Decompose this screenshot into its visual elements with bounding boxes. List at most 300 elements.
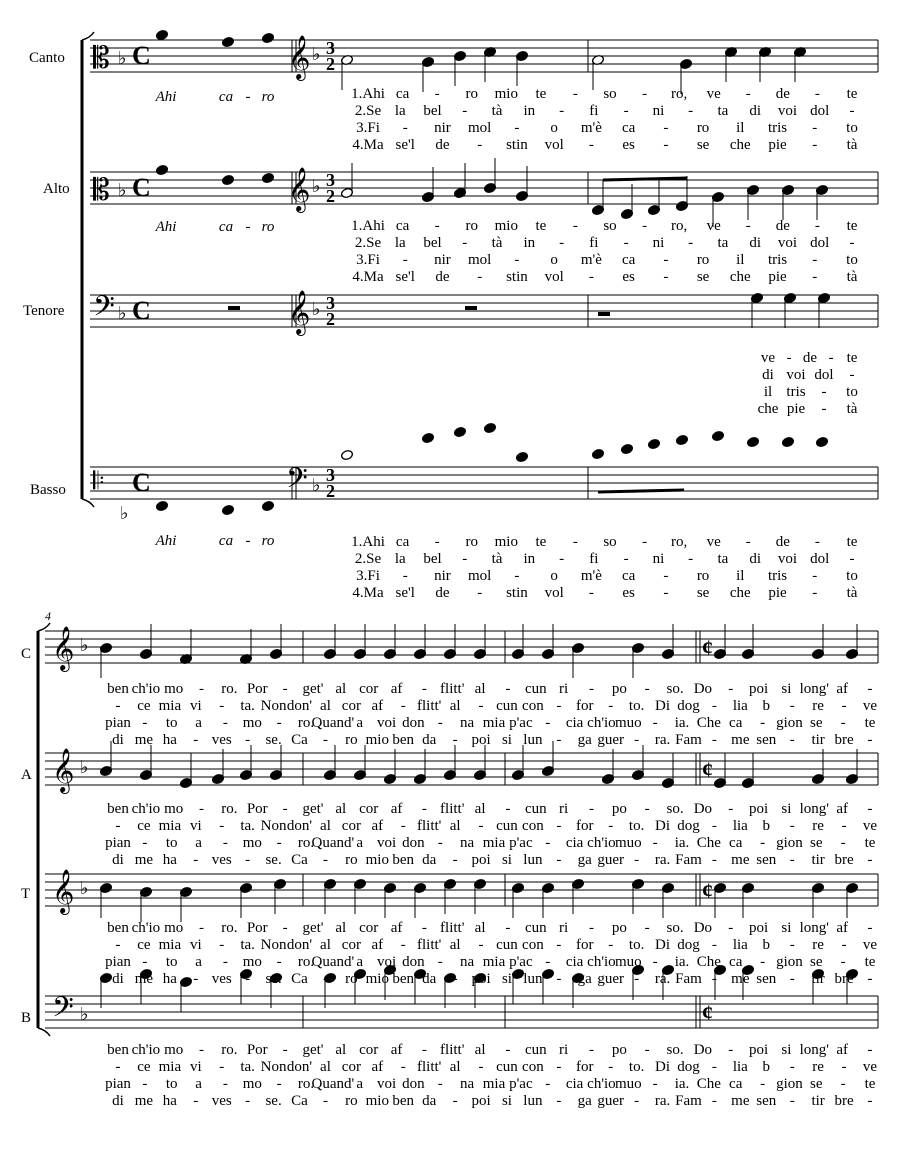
verse-1-lyric: so. [666,1042,684,1058]
verse-2-lyric: ce [137,1059,151,1075]
verse-3-lyric: 3.Fi [356,568,380,584]
verse-2-lyric: ni [652,103,665,119]
verse-2-lyric: in [523,103,536,119]
verse-3-lyric: mo [242,954,262,970]
verse-3-lyric: pian [105,715,131,731]
verse-4-lyric: mio [365,852,389,868]
verse-3-lyric: se [810,835,823,851]
verse-2-lyric: - [478,937,484,953]
verse-3-lyric: ca [621,252,636,268]
verse-4-lyric: pie [768,585,787,601]
verse-1-lyric: - [505,1042,511,1058]
time-signature-numerator: 3 [326,293,335,313]
verse-3-lyric: gion [776,1076,803,1092]
verse-2-lyric: ve [862,937,878,953]
verse-1-lyric: al [474,681,486,697]
verse-4-lyric: sen [756,1093,777,1109]
verse-1-lyric: ro [465,534,478,550]
verse-4-lyric: che [729,585,751,601]
verse-4-lyric: se [696,137,710,153]
verse-1-lyric: ca [395,218,410,234]
verse-2-lyric: - [559,103,565,119]
verse-1-lyric: - [282,801,288,817]
verse-4-lyric: 4.Ma [352,137,384,153]
lyrics [105,86,877,1109]
verse-4-lyric: - [634,852,640,868]
verse-1-lyric: - [644,681,650,697]
verse-3-lyric: pian [105,954,131,970]
note-head [155,164,168,175]
verse-3-lyric: - [652,954,658,970]
verse-2-lyric: dog [677,1059,700,1075]
verse-4-lyric: es [622,269,635,285]
breve-clef-icon: 𝄆 [93,469,105,495]
verse-1-lyric: mio [494,86,518,102]
verse-1-lyric: - [814,218,820,234]
verse-4-lyric: - [634,971,640,987]
verse-2-lyric: ve [862,1059,878,1075]
verse-2-lyric: - [556,818,562,834]
flat-icon: ♭ [118,180,127,200]
tenor-verse-4-lyric: pie [786,401,806,417]
f-clef-icon: 𝄢 [93,290,115,330]
verse-3-lyric: p'ac [509,1076,533,1092]
verse-4-lyric: - [245,1093,251,1109]
verse-1-lyric: Do [693,801,713,817]
verse-3-lyric: - [142,954,148,970]
verse-1-lyric: - [434,218,440,234]
verse-3-lyric: pian [105,835,131,851]
verse-4-lyric: Ca [291,1093,308,1109]
verse-3-lyric: a [195,1076,202,1092]
system-bracket [82,499,94,507]
verse-4-lyric: ga [577,1093,592,1109]
verse-2-lyric: cor [341,818,361,834]
incipit-lyric: - [245,533,251,549]
verse-4-lyric: lun [523,852,543,868]
verse-4-lyric: - [452,971,458,987]
verse-2-lyric: - [219,1059,225,1075]
verse-1-lyric: af [836,920,848,936]
verse-2-lyric: ta. [240,698,255,714]
verse-1-lyric: ben [107,801,129,817]
note-head [647,438,660,449]
verse-3-lyric: - [276,715,282,731]
verse-3-lyric: ca [729,954,743,970]
verse-1-lyric: - [282,1042,288,1058]
verse-2-lyric: to. [628,1059,645,1075]
verse-4-lyric: Fam [675,1093,702,1109]
verse-4-lyric: - [711,971,717,987]
verse-1-lyric: - [745,86,751,102]
verse-1-lyric: so. [666,801,684,817]
verse-3-lyric: nir [434,568,451,584]
verse-4-lyric: guer [597,852,625,868]
verse-1-lyric: ro [465,86,478,102]
verse-2-lyric: - [556,698,562,714]
verse-3-lyric: o [550,568,558,584]
verse-3-lyric: nir [434,252,451,268]
verse-3-lyric: Che [696,835,721,851]
verse-4-lyric: - [588,269,594,285]
verse-4-lyric: - [245,971,251,987]
verse-1-lyric: cor [359,920,379,936]
verse-2-lyric: in [523,551,536,567]
flat-icon: ♭ [80,1004,89,1024]
verse-4-lyric: tir [811,852,825,868]
verse-2-lyric: cun [496,818,518,834]
verse-4-lyric: - [245,732,251,748]
verse-2-lyric: b [762,1059,771,1075]
verse-1-lyric: ben [107,681,129,697]
verse-4-lyric: - [867,732,873,748]
verse-1-lyric: ve [706,534,721,550]
verse-1-lyric: get' [302,1042,324,1058]
verse-1-lyric: al [474,801,486,817]
verse-4-lyric: bre [834,971,854,987]
verse-4-lyric: 4.Ma [352,585,384,601]
verse-3-lyric: m'è [580,252,602,268]
verse-1-lyric: ri [559,1042,569,1058]
verse-4-lyric: - [556,971,562,987]
verse-3-lyric: - [545,835,551,851]
verse-4-lyric: ra. [654,971,671,987]
verse-1-lyric: - [572,218,578,234]
verse-4-lyric: - [322,971,328,987]
verse-4-lyric: - [193,732,199,748]
verse-2-lyric: Di [655,698,671,714]
verse-3-lyric: - [142,835,148,851]
verse-3-lyric: se [810,954,823,970]
verse-2-lyric: - [608,1059,614,1075]
voice-label-b: B [21,1010,32,1026]
g-clef-icon: 𝄞 [52,869,75,913]
verse-1-lyric: ch'io [131,681,161,697]
note-head [221,174,234,185]
verse-1-lyric: so [603,86,617,102]
verse-2-lyric: to. [628,937,645,953]
verse-2-lyric: fi [589,235,599,251]
verse-2-lyric: Non [260,698,287,714]
verse-4-lyric: - [477,585,483,601]
verse-1-lyric: ro [465,218,478,234]
verse-4-lyric: - [556,732,562,748]
verse-4-lyric: ben [392,732,415,748]
verse-4-lyric: ro [345,971,358,987]
note-head [746,436,759,447]
verse-4-lyric: bre [834,852,854,868]
verse-3-lyric: - [402,120,408,136]
verse-4-lyric: poi [471,732,491,748]
verse-4-lyric: - [452,732,458,748]
verse-3-lyric: to [165,835,178,851]
verse-4-lyric: - [322,852,328,868]
verse-2-lyric: ta. [240,937,255,953]
verse-2-lyric: - [219,937,225,953]
verse-1-lyric: - [572,534,578,550]
verse-4-lyric: vol [544,269,564,285]
verse-1-lyric: si [781,920,792,936]
verse-4-lyric: vol [544,585,564,601]
verse-1-lyric: cor [359,801,379,817]
note-beam [598,490,684,492]
verse-3-lyric: te [864,715,876,731]
verse-2-lyric: don' [286,698,313,714]
verse-4-lyric: - [711,1093,717,1109]
verse-3-lyric: il [736,568,745,584]
verse-3-lyric: il [736,252,745,268]
verse-2-lyric: al [320,937,331,953]
verse-1-lyric: - [588,801,594,817]
verse-3-lyric: cia [565,1076,584,1092]
verse-1-lyric: af [836,801,848,817]
verse-1-lyric: so [603,218,617,234]
incipit-lyric: ca [218,219,234,235]
verse-1-lyric: - [505,801,511,817]
note-head [515,451,528,462]
verse-2-lyric: 2.Se [354,551,382,567]
verse-3-lyric: - [276,954,282,970]
verse-1-lyric: - [505,681,511,697]
verse-1-lyric: - [199,801,205,817]
verse-3-lyric: - [222,954,228,970]
verse-1-lyric: ch'io [131,801,161,817]
verse-3-lyric: - [545,1076,551,1092]
verse-4-lyric: me [134,971,154,987]
verse-3-lyric: m'è [580,120,602,136]
verse-1-lyric: - [745,534,751,550]
verse-4-lyric: ben [392,1093,415,1109]
verse-4-lyric: tir [811,732,825,748]
verse-4-lyric: se'l [395,269,415,285]
verse-2-lyric: mia [158,818,182,834]
note-head [421,432,434,443]
verse-3-lyric: muo [614,1076,642,1092]
verse-4-lyric: da [422,852,437,868]
verse-3-lyric: gion [776,954,803,970]
verse-4-lyric: guer [597,732,625,748]
verse-2-lyric: - [608,698,614,714]
f-clef-icon: 𝄢 [286,462,308,502]
verse-1-lyric: get' [302,920,324,936]
verse-4-lyric: - [812,269,818,285]
verse-1-lyric: te [846,218,858,234]
verse-1-lyric: si [781,801,792,817]
verse-3-lyric: voi [376,1076,397,1092]
verse-4-lyric: de [435,269,450,285]
verse-3-lyric: to [165,1076,178,1092]
flat-icon: ♭ [118,48,127,68]
verse-2-lyric: Non [260,1059,287,1075]
verse-2-lyric: - [478,698,484,714]
note-head [675,434,688,445]
verse-1-lyric: - [728,681,734,697]
verse-1-lyric: po [611,1042,627,1058]
verse-1-lyric: - [644,920,650,936]
verse-2-lyric: Di [655,937,671,953]
time-signature-denominator: 2 [326,309,335,329]
verse-3-lyric: mo [242,715,262,731]
verse-2-lyric: dol [810,103,830,119]
verse-3-lyric: - [840,1076,846,1092]
verse-4-lyric: se [696,269,710,285]
verse-3-lyric: Quand' [311,715,355,731]
verse-2-lyric: la [394,551,406,567]
verse-4-lyric: ha [162,1093,177,1109]
tenor-verse-1-lyric: de [802,350,818,366]
verse-4-lyric: ra. [654,732,671,748]
verse-4-lyric: - [477,269,483,285]
verse-4-lyric: - [789,852,795,868]
verse-3-lyric: - [840,954,846,970]
verse-3-lyric: Che [696,715,721,731]
incipit-lyric: Ahi [155,219,177,235]
verse-4-lyric: me [134,852,154,868]
verse-1-lyric: - [814,534,820,550]
verse-2-lyric: ni [652,235,665,251]
g-clef-icon: 𝄞 [288,167,311,211]
verse-3-lyric: ca [729,715,743,731]
verse-2-lyric: voi [777,235,798,251]
verse-3-lyric: - [222,715,228,731]
verse-2-lyric: - [559,551,565,567]
verse-2-lyric: - [115,937,121,953]
verse-3-lyric: - [437,835,443,851]
time-signature: C [132,296,151,325]
verse-2-lyric: - [688,103,694,119]
verse-1-lyric: ben [107,1042,129,1058]
verse-3-lyric: a [195,835,202,851]
verse-2-lyric: - [478,1059,484,1075]
verse-3-lyric: - [437,954,443,970]
verse-4-lyric: ro [345,852,358,868]
verse-2-lyric: la [394,103,406,119]
verse-1-lyric: ben [107,920,129,936]
verse-1-lyric: po [611,920,627,936]
verse-2-lyric: af [371,937,384,953]
verse-3-lyric: - [652,835,658,851]
verse-2-lyric: - [115,818,121,834]
verse-3-lyric: 3.Fi [356,252,380,268]
verse-1-lyric: ca [395,534,410,550]
verse-2-lyric: fi [589,551,599,567]
verse-3-lyric: to [846,120,858,136]
system-bracket [38,1028,50,1036]
verse-1-lyric: ro. [221,920,238,936]
verse-3-lyric: ro [696,252,710,268]
verse-4-lyric: me [731,1093,750,1109]
verse-2-lyric: ve [862,698,878,714]
verse-4-lyric: se'l [395,585,415,601]
tenor-verse-3-lyric: to [846,384,858,400]
verse-1-lyric: de [775,534,790,550]
verse-4-lyric: - [789,971,795,987]
tenor-verse-2-lyric: - [849,367,855,383]
verse-1-lyric: de [775,218,790,234]
verse-2-lyric: ta [717,235,729,251]
voice-label-basso: Basso [30,482,66,498]
verse-3-lyric: ia. [674,835,690,851]
note-head [483,422,496,433]
verse-2-lyric: - [841,698,847,714]
verse-3-lyric: voi [376,835,397,851]
f-clef-icon: 𝄢 [52,991,74,1031]
verse-2-lyric: ta [717,103,729,119]
verse-4-lyric: bre [834,1093,854,1109]
verse-4-lyric: stin [506,585,528,601]
verse-2-lyric: - [849,235,855,251]
tenor-verse-3-lyric: - [821,384,827,400]
verse-4-lyric: se. [265,852,282,868]
verse-1-lyric: te [846,86,858,102]
verse-1-lyric: - [421,1042,427,1058]
tenor-verse-3-lyric: il [763,384,773,400]
verse-2-lyric: ce [137,937,151,953]
note-head [620,443,633,454]
verse-3-lyric: - [514,120,520,136]
verse-4-lyric: - [588,137,594,153]
time-signature-numerator: 3 [326,465,335,485]
verse-2-lyric: lia [732,937,748,953]
verse-1-lyric: - [867,1042,873,1058]
tenor-verse-1-lyric: - [786,350,792,366]
verse-2-lyric: - [400,937,406,953]
incipit-lyric: ca [218,89,234,105]
verse-3-lyric: - [760,835,766,851]
tenor-verse-2-lyric: voi [786,367,806,383]
verse-2-lyric: con [522,1059,544,1075]
verse-4-lyric: de [435,585,450,601]
verse-2-lyric: - [623,551,629,567]
verse-4-lyric: - [556,852,562,868]
rest-icon [228,306,240,310]
verse-4-lyric: - [193,1093,199,1109]
note-head [261,172,274,183]
verse-4-lyric: - [452,852,458,868]
verse-3-lyric: voi [376,715,397,731]
verse-3-lyric: ro. [297,1076,315,1092]
verse-1-lyric: cun [524,920,547,936]
verse-2-lyric: 2.Se [354,103,382,119]
verse-3-lyric: ca [729,1076,743,1092]
incipit-lyric: ro [261,89,275,105]
voice-label-alto: Alto [43,181,70,197]
verse-2-lyric: flitt' [416,1059,442,1075]
time-signature: C [132,41,151,70]
verse-3-lyric: to [846,568,858,584]
verse-2-lyric: - [400,818,406,834]
verse-3-lyric: Quand' [311,835,355,851]
verse-3-lyric: ca [729,835,743,851]
verse-1-lyric: - [505,920,511,936]
verse-3-lyric: Che [696,954,721,970]
verse-4-lyric: ben [392,852,415,868]
incipit-lyric: ro [261,533,275,549]
verse-1-lyric: get' [302,681,324,697]
flat-icon: ♭ [312,299,321,319]
verse-3-lyric: mo [242,1076,262,1092]
verse-2-lyric: dog [677,698,700,714]
verse-1-lyric: poi [749,681,769,697]
verse-1-lyric: ri [559,920,569,936]
verse-2-lyric: - [462,551,468,567]
verse-3-lyric: na [460,835,475,851]
verse-1-lyric: 1.Ahi [351,86,385,102]
verse-4-lyric: ves [211,852,232,868]
verse-4-lyric: si [501,1093,512,1109]
verse-4-lyric: ves [211,1093,232,1109]
verse-4-lyric: ves [211,971,232,987]
